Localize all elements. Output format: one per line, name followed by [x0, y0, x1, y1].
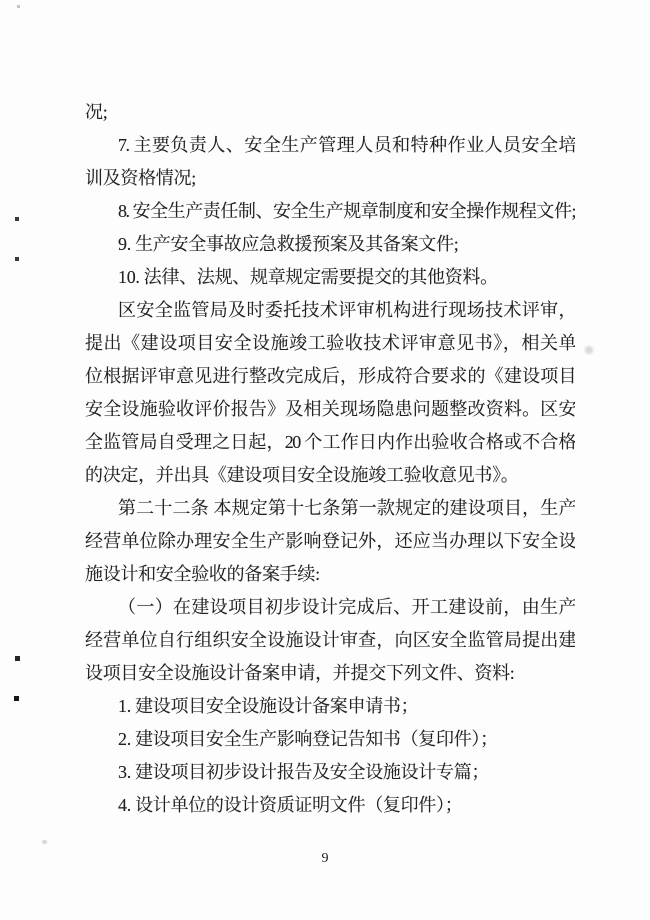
text-line: 3. 建设项目初步设计报告及安全设施设计专篇；	[118, 762, 490, 782]
text-line: 2. 建设项目安全生产影响登记告知书（复印件）；	[118, 729, 498, 749]
text-line: 况;	[85, 102, 108, 122]
scan-speck	[14, 696, 19, 701]
text-line: 经营单位自行组织安全设施设计审查，向区安全监管局提出建	[85, 630, 575, 650]
scan-smudge	[42, 840, 47, 844]
page-number: 9	[321, 851, 329, 866]
text-line: 9. 生产安全事故应急救援预案及其备案文件;	[118, 234, 459, 254]
text-line: （一）在建设项目初步设计完成后、开工建设前，由生产	[118, 597, 575, 617]
text-line: 全监管局自受理之日起，20 个工作日内作出验收合格或不合格	[85, 432, 575, 452]
scan-smudge	[585, 346, 593, 354]
scan-speck	[15, 656, 20, 661]
scan-speck	[15, 257, 19, 261]
text-line: 8. 安全生产责任制、安全生产规章制度和安全操作规程文件;	[118, 201, 575, 221]
text-line: 7. 主要负责人、安全生产管理人员和特种作业人员安全培	[118, 135, 575, 155]
text-line: 区安全监管局及时委托技术评审机构进行现场技术评审，	[118, 300, 575, 320]
text-line: 安全设施验收评价报告》及相关现场隐患问题整改资料。区安	[85, 399, 575, 419]
text-line: 提出《建设项目安全设施竣工验收技术评审意见书》，相关单	[85, 333, 575, 353]
text-line: 经营单位除办理安全生产影响登记外，还应当办理以下安全设	[85, 531, 575, 551]
text-line: 的决定，并出具《建设项目安全设施竣工验收意见书》。	[85, 465, 519, 485]
text-line: 训及资格情况;	[85, 168, 196, 188]
document-text-block	[85, 96, 575, 822]
text-line: 第二十二条 本规定第十七条第一款规定的建设项目，生产	[118, 498, 575, 518]
text-line: 4. 设计单位的设计资质证明文件（复印件）；	[118, 795, 463, 815]
text-line: 1. 建设项目安全设施设计备案申请书；	[118, 696, 419, 716]
scan-speck	[17, 5, 20, 8]
text-line: 设项目安全设施设计备案申请，并提交下列文件、资料:	[85, 663, 515, 683]
scan-speck	[15, 217, 19, 221]
text-line: 施设计和安全验收的备案手续:	[85, 564, 320, 584]
text-line: 位根据评审意见进行整改完成后，形成符合要求的《建设项目	[85, 366, 575, 386]
text-line: 10. 法律、法规、规章规定需要提交的其他资料。	[118, 267, 498, 287]
